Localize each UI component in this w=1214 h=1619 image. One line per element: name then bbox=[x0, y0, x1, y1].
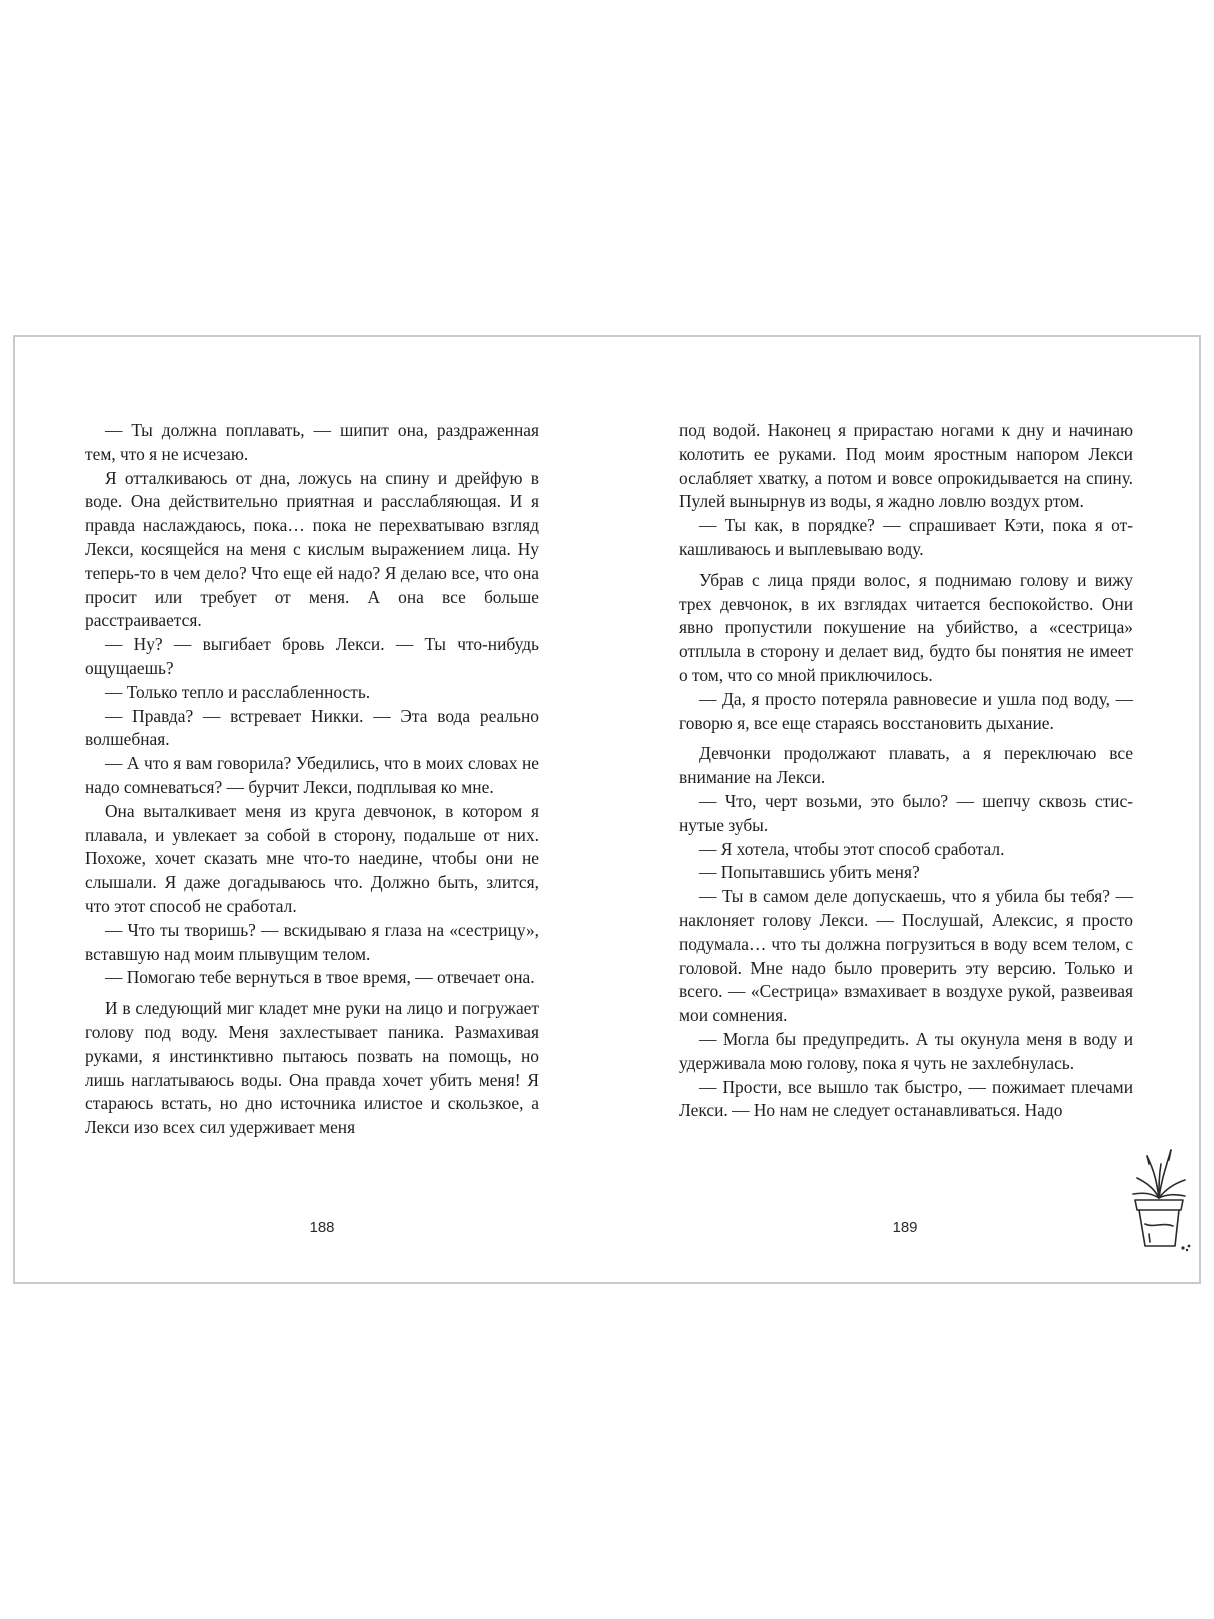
paragraph: Я отталкиваюсь от дна, ложусь на спину и дрейфую в воде. Она действительно приятная и расслабляющая. И я правда наслаждаюсь, пока… пока не перехватываю взгляд Лекси, косящейся на меня с кислым выражением лица. Ну теперь-то в чем дело? Что еще ей надо? Я делаю все, что она просит или требует от меня. А она все больше расстраивается. bbox=[85, 467, 539, 631]
paragraph: под водой. Наконец я прирастаю ногами к дну и начинаю колотить ее руками. Под моим яростным напором Лекси ослабляет хватку, а потом и вовсе опрокидывается на спину. Пулей вынырнув из воды, я жадно ловлю воздух ртом. bbox=[679, 420, 1133, 512]
paragraph: — Прости, все вышло так быстро, — пожимает плечами Лекси. — Но нам не следует останавливаться. Надо bbox=[679, 1076, 1133, 1121]
right-page bbox=[679, 419, 1133, 1123]
paragraph: — А что я вам говорила? Убедились, что в моих словах не надо сомневаться? — бурчит Лекси, подплывая ко мне. bbox=[85, 753, 539, 797]
paragraph: — Правда? — встревает Никки. — Эта вода реально волшебная. bbox=[85, 705, 539, 750]
paragraph: — Ты должна поплавать, — шипит она, раздраженная тем, что я не исчезаю. bbox=[85, 420, 539, 464]
paragraph: — Только тепло и расслабленность. bbox=[105, 681, 371, 702]
paragraph: Она выталкивает меня из круга девчонок, в котором я плавала, и увлекает за собой в сторону, подальше от них. Похоже, хочет сказать мне что-то наедине, чтобы они не слышали. Я даже догадываюсь что. Должно быть, злится, что этот способ не сработал. bbox=[85, 800, 539, 916]
book-spread bbox=[13, 335, 1201, 1284]
paragraph: — Да, я просто потеряла равновесие и ушла под воду, — говорю я, все еще стараясь восстановить дыхание. bbox=[679, 688, 1133, 733]
paragraph: — Что, черт возьми, это было? — шепчу сквозь стиснутые зубы. bbox=[679, 790, 1133, 835]
paragraph: — Ты в самом деле допускаешь, что я убила бы тебя? — наклоняет голову Лекси. — Послушай, Алексис, я просто подумала… что ты должна погрузиться в воду всем телом, с головой. Мне надо было проверить эту версию. Только и всего. — «Сестрица» взмахивает в воздухе рукой, развеивая мои сомнения. bbox=[679, 886, 1133, 1026]
paragraph: — Могла бы предупредить. А ты окунула меня в воду и удерживала мою голову, пока я чуть не захлебнулась. bbox=[679, 1028, 1133, 1073]
paragraph: — Попытавшись убить меня? bbox=[699, 862, 920, 883]
potted-plant-icon bbox=[1119, 1136, 1199, 1256]
page-number-right: 189 bbox=[892, 1219, 918, 1236]
paragraph: — Я хотела, чтобы этот способ сработал. bbox=[699, 838, 1005, 859]
paragraph: — Что ты творишь? — вскидываю я глаза на «сестрицу», вставшую над моим плывущим телом. bbox=[85, 919, 539, 964]
paragraph: И в следующий миг кладет мне руки на лицо и погружает голову под воду. Меня захлестывает паника. Размахивая руками, я инстинктивно пытаюсь позвать на помощь, но лишь наглатываюсь воды. Она правда хочет убить меня! Я стараюсь встать, но дно источника илистое и скользкое, а Лекси изо всех сил удерживает меня bbox=[85, 998, 539, 1138]
paragraph: — Ты как, в порядке? — спрашивает Кэти, пока я откашливаюсь и выплевываю воду. bbox=[679, 515, 1133, 559]
paragraph: Убрав с лица пряди волос, я поднимаю голову и вижу трех девчонок, в их взглядах читается беспокойство. Они явно пропустили покушение на убийство, а «сестрица» отплыла в сторону и делает вид, будто бы понятия не имеет о том, что со мной приключилось. bbox=[679, 569, 1133, 685]
paragraph: — Ну? — выгибает бровь Лекси. — Ты что-нибудь ощущаешь? bbox=[85, 634, 539, 678]
paragraph: Девчонки продолжают плавать, а я переключаю все внимание на Лекси. bbox=[679, 743, 1133, 788]
page-number-left: 188 bbox=[309, 1219, 335, 1236]
left-page bbox=[85, 419, 539, 1140]
paragraph: — Помогаю тебе вернуться в твое время, — отвечает она. bbox=[105, 967, 535, 988]
